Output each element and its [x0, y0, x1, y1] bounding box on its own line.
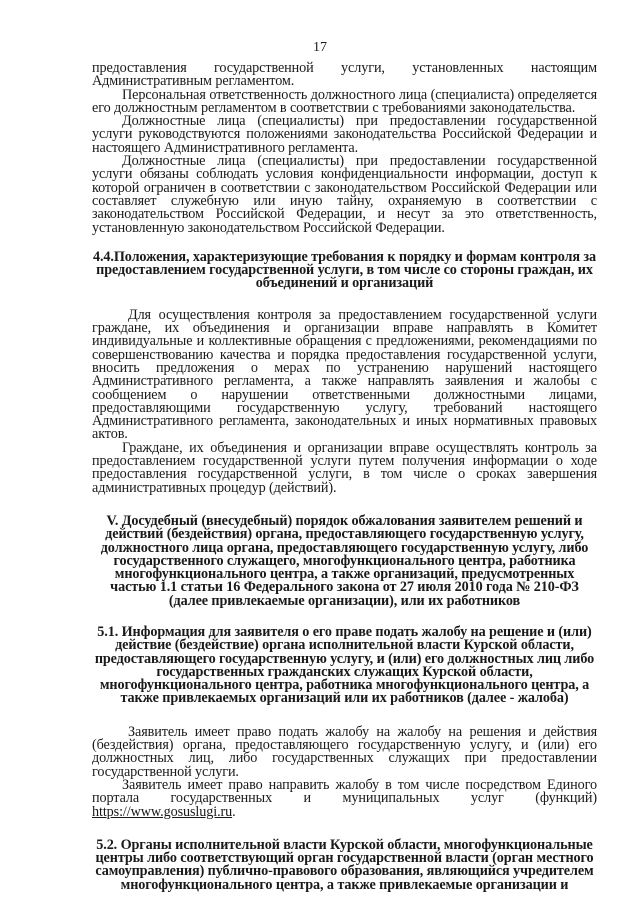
- paragraph-officials-guidance: Должностные лица (специалисты) при предоставлении государственной услуги руководствуются положениями законодательства Российской Федерации и настоящего Административного регламента.: [92, 113, 597, 156]
- section-heading-5-2: 5.2. Органы исполнительной власти Курской области, многофункциональные центры либо соответствующий орган государственной власти (орган местного самоуправления) публично-правового образования, являющийся учредителем многофункционального центра, а также привлекаемые организации и: [95, 836, 594, 893]
- paragraph-portal-complaint: [92, 776, 597, 820]
- section-heading-v: V. Досудебный (внесудебный) порядок обжалования заявителем решений и действий (бездействия) органа, предоставляющего государственную услугу, должностного лица органа, предоставляющего государственную услугу, либо государственного служащего, многофункционального центра, работника многофункционального центра, а также организаций, предусмотренных частью 1.1 статьи 16 Федерального закона от 27 июля 2010 года № 210-ФЗ (далее привлекаемые организации), или их работников: [100, 512, 589, 609]
- gosuslugi-link[interactable]: https://www.gosuslugi.ru: [92, 803, 233, 820]
- portal-complaint-text: Заявитель имеет право направить жалобу в том числе посредством Единого портала государственных и муниципальных услуг (функций): [92, 776, 597, 807]
- paragraph-confidentiality: Должностные лица (специалисты) при предоставлении государственной услуги обязаны соблюдать условия конфиденциальности информации, доступ к которой ограничен в соответствии с законодательством Российской Федерации или составляет служебную или иную тайну, охраняемую в соответствии с законодательством Российской Федерации, и несут за это ответственность, установленную законодательством Российской Федерации.: [92, 153, 597, 236]
- paragraph-personal-responsibility: Персональная ответственность должностного лица (специалиста) определяется его должностным регламентом в соответствии с требованиями законодательства.: [92, 86, 597, 116]
- paragraph-citizen-control: Для осуществления контроля за предоставлением государственной услуги граждане, их объединения и организации вправе направлять в Комитет индивидуальные и коллективные обращения с предложениями, рекомендациями по совершенствованию качества и порядка предоставления государственной услуги, вносить предложения о мерах по устранению нарушений настоящего Административного регламента, а также направлять заявления и жалобы с сообщением о нарушении ответственными должностными лицами, предоставляющими государственную услугу, требований настоящего Административного регламента, законодательных и иных нормативных правовых актов.: [92, 306, 597, 443]
- section-heading-5-1: 5.1. Информация для заявителя о его праве подать жалобу на решение и (или) действие (бездействие) органа исполнительной власти Курской области, предоставляющего государственную услугу, и (или) его должностных лиц либо государственных гражданских служащих Курской области, многофункционального центра, работника многофункционального центра, а также привлекаемых организаций или их работников (далее - жалоба): [94, 623, 595, 707]
- section-heading-4-4: 4.4.Положения, характеризующие требования к порядку и формам контроля за предоставлением государственной услуги, в том числе со стороны граждан, их объединений и организаций: [92, 248, 597, 292]
- document-body: [92, 62, 597, 892]
- paragraph-citizen-information: Граждане, их объединения и организации вправе осуществлять контроль за предоставлением государственной услуги путем получения информации о ходе предоставления государственной услуги, в том числе о сроках завершения административных процедур (действий).: [92, 439, 597, 496]
- paragraph-complaint-right: Заявитель имеет право подать жалобу на жалобу на решения и действия (бездействия) органа, предоставляющего государственную услугу, и (или) его должностных лиц, либо государственных служащих при предоставлении государственной услуги.: [92, 723, 597, 780]
- paragraph-continuation: предоставления государственной услуги, установленных настоящим Административным регламентом.: [92, 60, 597, 90]
- page-number: 17: [313, 40, 327, 55]
- portal-complaint-end: .: [232, 803, 236, 820]
